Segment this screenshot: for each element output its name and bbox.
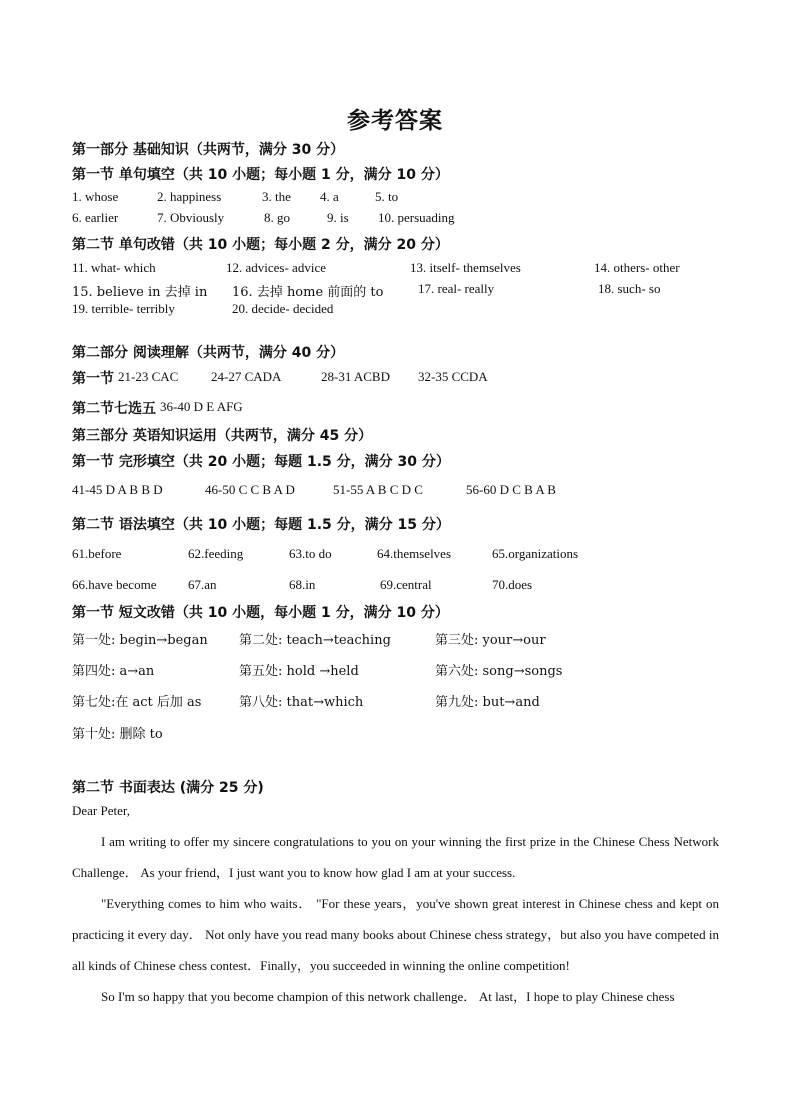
answer-item: 10. persuading: [378, 210, 455, 225]
answer-item: 20. decide- decided: [232, 301, 334, 316]
answer-item: 12. advices- advice: [226, 260, 326, 275]
part1-section1-heading: 第一节 单句填空（共 10 小题；每小题 1 分，满分 10 分）: [72, 167, 449, 183]
part2-section1-label: 第一节: [72, 371, 114, 387]
answer-item: 18. such- so: [598, 281, 661, 296]
answer-item: 64.themselves: [377, 546, 452, 561]
answer-item: 8. go: [264, 210, 290, 225]
answer-item: 62.feeding: [188, 546, 244, 561]
correction-item: 第九处: but→and: [435, 695, 540, 710]
answer-item: 41-45 D A B B D: [72, 482, 163, 497]
answer-item: 69.central: [380, 577, 432, 592]
answer-item: 46-50 C C B A D: [205, 482, 295, 497]
answer-item: 28-31 ACBD: [321, 369, 390, 384]
answer-item: 67.an: [188, 577, 217, 592]
answer-item: 5. to: [375, 189, 399, 204]
answer-item: 21-23 CAC: [118, 369, 179, 384]
correction-item: 第五处: hold →held: [239, 664, 359, 679]
letter-salutation: Dear Peter,: [72, 803, 130, 818]
answer-item: 24-27 CADA: [211, 369, 282, 384]
answer-item: 15. believe in 去掉 in: [72, 285, 208, 300]
part4-section2-heading: 第二节 书面表达 (满分 25 分): [72, 780, 264, 796]
answer-item: 51-55 A B C D C: [333, 482, 423, 497]
answer-item: 36-40 D E AFG: [160, 399, 243, 414]
correction-item: 第六处: song→songs: [435, 664, 563, 679]
answer-item: 13. itself- themselves: [410, 260, 521, 275]
letter-paragraph: So I'm so happy that you become champion of this network challenge． At last，I hope to play Chinese chess: [101, 989, 675, 1004]
part3-section1-heading: 第一节 完形填空（共 20 小题；每题 1.5 分，满分 30 分）: [72, 454, 450, 470]
correction-item: 第三处: your→our: [435, 633, 546, 648]
answer-item: 66.have become: [72, 577, 157, 592]
correction-item: 第八处: that→which: [239, 695, 364, 710]
letter-paragraph: "Everything comes to him who waits． "For these years，you've shown great interest in Chinese chess and kept on practicing it every day． Not only have you read many books about Chinese chess strategy，but also you have competed in all kinds of Chinese chess contest．Finally，you succeeded in winning the online competition!: [72, 896, 719, 973]
answer-item: 16. 去掉 home 前面的 to: [232, 285, 384, 300]
answer-item: 1. whose: [72, 189, 119, 204]
part2-section2-label: 第二节七选五: [72, 401, 156, 417]
answer-item: 68.in: [289, 577, 316, 592]
answer-item: 4. a: [320, 189, 339, 204]
answer-item: 9. is: [327, 210, 349, 225]
letter-body: [72, 826, 719, 1012]
correction-item: 第二处: teach→teaching: [239, 633, 391, 648]
letter-paragraph: I am writing to offer my sincere congratulations to you on your winning the first prize in the Chinese Chess Network Challenge． As your friend，I just want you to know how glad I am at your success.: [72, 834, 719, 880]
answer-item: 61.before: [72, 546, 122, 561]
answer-item: 65.organizations: [492, 546, 579, 561]
answer-item: 17. real- really: [418, 281, 495, 296]
part1-section2-heading: 第二节 单句改错（共 10 小题；每小题 2 分，满分 20 分）: [72, 237, 449, 253]
answer-item: 32-35 CCDA: [418, 369, 488, 384]
part2-heading: 第二部分 阅读理解（共两节，满分 40 分）: [72, 345, 345, 361]
answer-item: 6. earlier: [72, 210, 119, 225]
answer-item: 63.to do: [289, 546, 332, 561]
answer-item: 3. the: [262, 189, 291, 204]
answer-item: 19. terrible- terribly: [72, 301, 175, 316]
answer-item: 14. others- other: [594, 260, 680, 275]
answer-item: 2. happiness: [157, 189, 222, 204]
part4-section1-heading: 第一节 短文改错（共 10 小题，每小题 1 分，满分 10 分）: [72, 605, 449, 621]
answer-item: 11. what- which: [72, 260, 156, 275]
correction-item: 第七处:在 act 后加 as: [72, 695, 202, 710]
correction-item: 第四处: a→an: [72, 664, 155, 679]
answer-item: 7. Obviously: [157, 210, 225, 225]
answer-item: 70.does: [492, 577, 533, 592]
correction-item: 第十处: 删除 to: [72, 727, 163, 742]
part1-heading: 第一部分 基础知识（共两节，满分 30 分）: [72, 142, 345, 158]
page-title: 参考答案: [347, 107, 443, 134]
answer-item: 56-60 D C B A B: [466, 482, 556, 497]
part3-heading: 第三部分 英语知识运用（共两节，满分 45 分）: [72, 428, 373, 444]
correction-item: 第一处: begin→began: [72, 633, 208, 648]
part3-section2-heading: 第二节 语法填空（共 10 小题；每题 1.5 分，满分 15 分）: [72, 517, 450, 533]
